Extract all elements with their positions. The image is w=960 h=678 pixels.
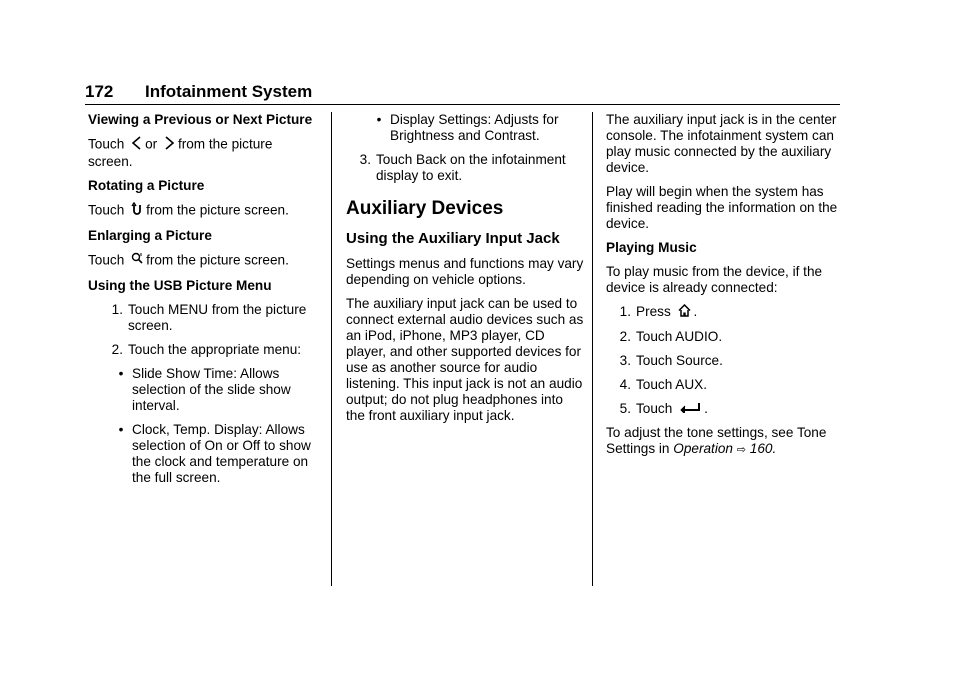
list-text: Touch the appropriate menu:: [128, 342, 302, 357]
list-item: [606, 401, 842, 417]
list-text: Touch Source.: [636, 353, 723, 368]
column-divider: [592, 112, 593, 586]
column-1: [88, 112, 320, 494]
bullet-icon: •: [376, 112, 382, 127]
subheading-enlarge: Enlarging a Picture: [88, 228, 212, 243]
subheading-rotate: Rotating a Picture: [88, 178, 205, 193]
list-number: 1.: [619, 304, 631, 319]
page-header: [85, 82, 840, 105]
paragraph-rotate: [88, 202, 320, 220]
chevron-left-icon: [131, 136, 142, 154]
list-number: 1.: [111, 302, 123, 317]
page-ref-arrow-icon: ⇨: [736, 444, 746, 457]
bullet-item: [110, 422, 320, 486]
text: Touch: [88, 202, 125, 218]
list-item: [606, 304, 842, 321]
list-number: 2.: [111, 342, 123, 357]
paragraph-enlarge: [88, 252, 320, 270]
list-number: 2.: [619, 329, 631, 344]
column-3: [606, 112, 842, 466]
tone-settings-link[interactable]: Tone Settings: [606, 425, 827, 457]
paragraph: Play will begin when the system has finished reading the information on the device.: [606, 184, 838, 231]
text: Touch: [88, 252, 125, 268]
list-text: Press .: [636, 304, 698, 320]
paragraph-prev-next: [88, 136, 320, 170]
list-number: 5.: [619, 401, 631, 416]
rotate-icon: [131, 202, 143, 220]
section-heading: Auxiliary Devices: [346, 198, 504, 219]
page-reference[interactable]: 160: [749, 441, 773, 457]
list-item: [606, 353, 842, 369]
bullet-icon: •: [118, 422, 124, 437]
chevron-right-icon: [164, 136, 175, 154]
subheading-playing-music: Playing Music: [606, 240, 697, 255]
text: from the picture screen.: [88, 136, 273, 169]
paragraph: The auxiliary input jack is in the center console. The infotainment system can play music connected by the auxiliary device.: [606, 112, 837, 175]
paragraph: Settings menus and functions may vary depending on vehicle options.: [346, 256, 584, 287]
paragraph: To play music from the device, if the device is already connected:: [606, 264, 823, 295]
subheading-usb-menu: Using the USB Picture Menu: [88, 278, 272, 293]
magnify-icon: [131, 252, 143, 270]
paragraph-tone-ref: To adjust the tone settings, see Tone Settings in Operation ⇨ 160.: [606, 425, 827, 457]
bullet-text: Display Settings: Adjusts for Brightness and Contrast.: [390, 112, 559, 143]
text: To adjust the tone settings, see: [606, 425, 794, 441]
list-item: [606, 329, 842, 345]
text: from the picture screen.: [146, 252, 289, 268]
bullet-text: Clock, Temp. Display: Allows selection of On or Off to show the clock and temperature on the full screen.: [132, 422, 311, 485]
text: Touch: [636, 401, 673, 416]
list-number: 3.: [359, 152, 371, 167]
bullet-item: [368, 112, 584, 144]
list-item: [346, 152, 584, 184]
list-item: [98, 342, 320, 358]
subheading-prev-next: Viewing a Previous or Next Picture: [88, 112, 313, 127]
list-number: 3.: [619, 353, 631, 368]
list-item: [606, 377, 842, 393]
text: from the picture screen.: [146, 202, 289, 218]
bullet-text: Slide Show Time: Allows selection of the slide show interval.: [132, 366, 291, 413]
subsection-heading: Using the Auxiliary Input Jack: [346, 230, 560, 247]
list-text: Touch AUDIO.: [636, 329, 723, 344]
page-title: Infotainment System: [145, 82, 313, 101]
list-text: Touch .: [636, 401, 708, 416]
list-item: [98, 302, 320, 334]
column-divider: [331, 112, 332, 586]
operation-link[interactable]: Operation: [673, 441, 733, 457]
text: Press: [636, 304, 671, 320]
bullet-icon: •: [118, 366, 124, 381]
text: Touch: [88, 136, 125, 152]
list-text: Touch Back on the infotainment display to exit.: [376, 152, 566, 183]
column-2: [346, 112, 584, 432]
list-number: 4.: [619, 377, 631, 392]
back-arrow-icon: [679, 401, 701, 417]
bullet-item: [110, 366, 320, 414]
text: or: [145, 136, 158, 152]
list-text: Touch AUX.: [636, 377, 708, 392]
paragraph: The auxiliary input jack can be used to connect external audio devices such as an iPod, iPhone, MP3 player, CD player, and other supported devices for use as another source for audio listening. This input jack is not an audio output; do not plug headphones into the front auxiliary input jack.: [346, 296, 584, 423]
text: in: [658, 441, 670, 457]
home-icon: [678, 304, 691, 321]
list-text: Touch MENU from the picture screen.: [128, 302, 307, 333]
page-number: 172: [85, 82, 114, 101]
